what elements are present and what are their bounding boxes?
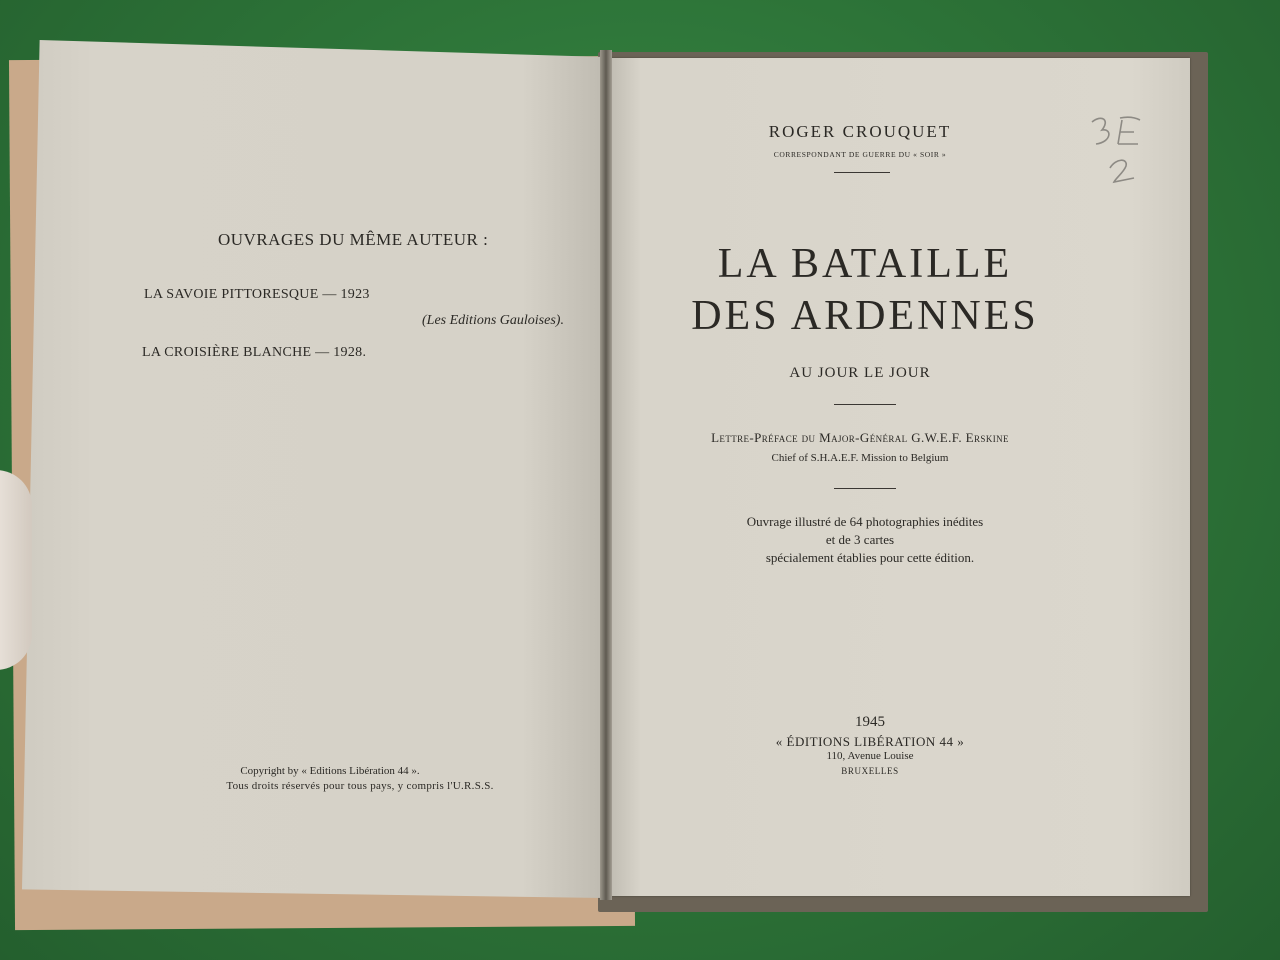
- copyright-line-1: Copyright by « Editions Libération 44 ».: [240, 765, 420, 777]
- other-works-heading: OUVRAGES DU MÊME AUTEUR :: [218, 230, 489, 249]
- work-publisher-1: (Les Editions Gauloises).: [422, 313, 564, 328]
- publisher-name: « ÉDITIONS LIBÉRATION 44 »: [775, 734, 965, 749]
- author-name: ROGER CROUQUET: [768, 122, 952, 141]
- author-subtitle: CORRESPONDANT DE GUERRE DU « SOIR »: [773, 150, 947, 159]
- work-title-1: LA SAVOIE PITTORESQUE — 1923: [144, 287, 370, 302]
- author-rule: [834, 172, 890, 173]
- work-title-2: LA CROISIÈRE BLANCHE — 1928.: [142, 345, 367, 360]
- thumb: [0, 470, 32, 670]
- publisher-city: BRUXELLES: [841, 766, 899, 776]
- book-title-line-2: DES ARDENNES: [691, 293, 1039, 339]
- preface-rule: [834, 488, 896, 489]
- preface-subline: Chief of S.H.A.E.F. Mission to Belgium: [771, 452, 949, 464]
- illustration-line-3: spécialement établies pour cette édition.: [765, 550, 975, 565]
- book-gutter: [600, 50, 612, 900]
- publisher-address: 110, Avenue Louise: [826, 750, 914, 762]
- illustration-line-2: et de 3 cartes: [825, 532, 895, 547]
- copyright-line-2: Tous droits réservés pour tous pays, y compris l'U.R.S.S.: [226, 780, 494, 792]
- publication-year: 1945: [855, 714, 885, 730]
- pencil-annotation: [1080, 108, 1160, 188]
- subtitle-rule: [834, 404, 896, 405]
- preface-line: Lettre-Préface du Major-Général G.W.E.F. Erskine: [711, 430, 1009, 445]
- book-title-line-1: LA BATAILLE: [717, 241, 1013, 287]
- book-subtitle: AU JOUR LE JOUR: [789, 365, 931, 381]
- illustration-line-1: Ouvrage illustré de 64 photographies inédites: [746, 514, 984, 529]
